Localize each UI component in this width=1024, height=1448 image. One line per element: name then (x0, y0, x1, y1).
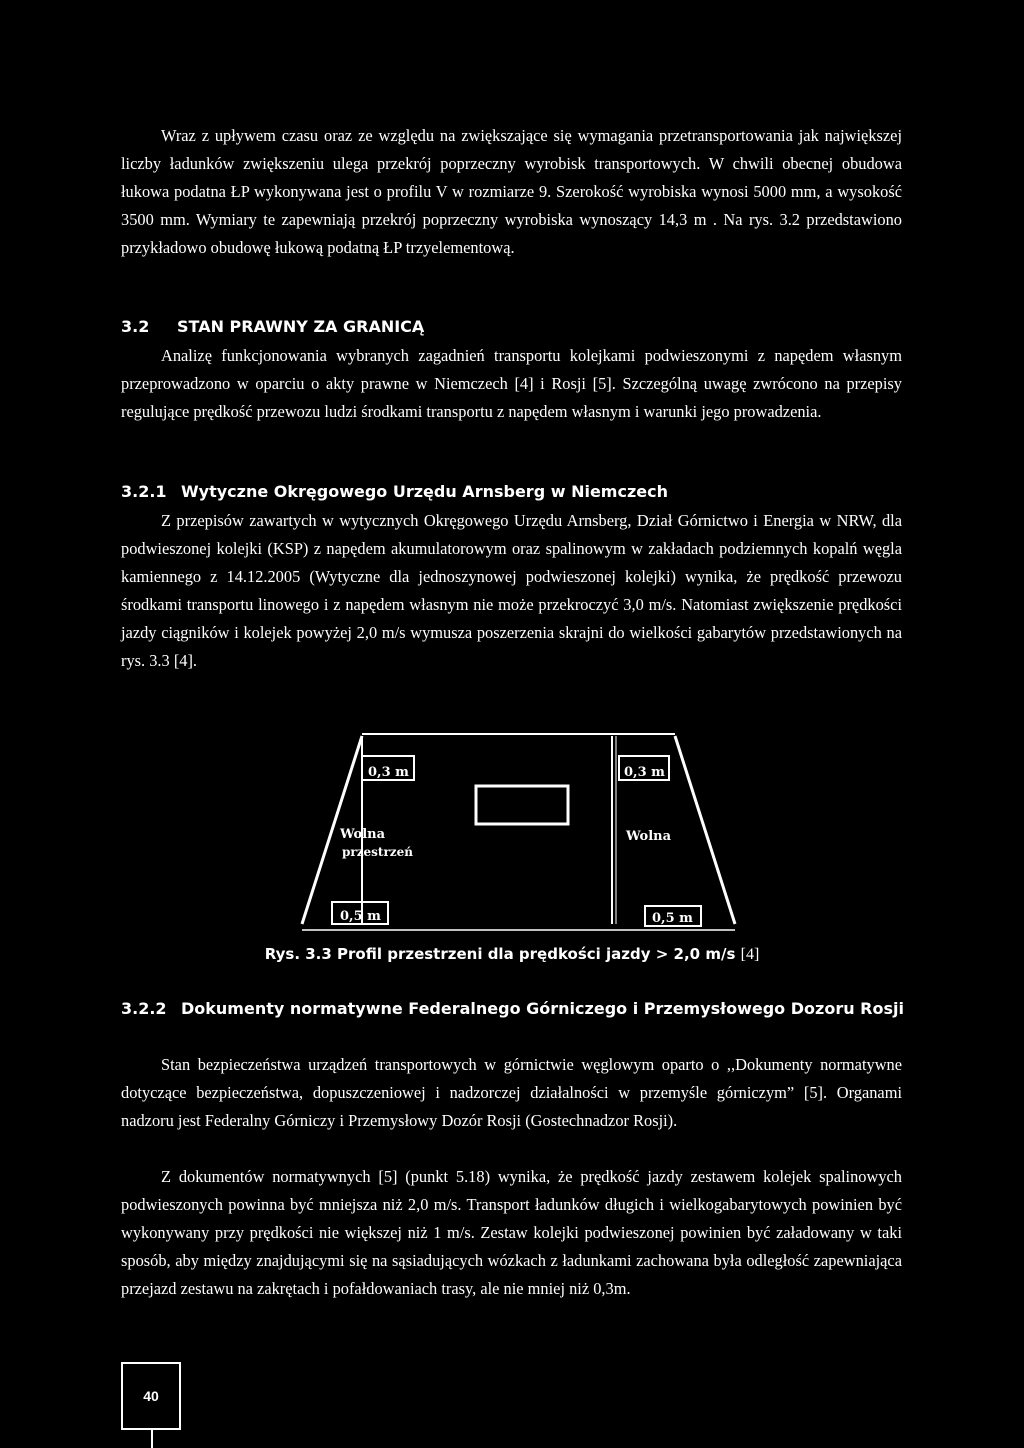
section-3-2-2-paragraph-2: Z dokumentów normatywnych [5] (punkt 5.18) wynika, że prędkość jazdy zestawem kolejek spalinowych podwieszonych powinna być mniejsza niż 2,0 m/s. Transport ładunków długich i wielkogabarytowych powinien być wykonywany przy prędkości nie większej niż 1 m/s. Zestaw kolejki podwieszonej powinien być załadowany w taki sposób, aby między znajdującymi się na sąsiadujących wózkach z ładunkami zachowana była odległość zapewniająca przejazd zestawu na zakrętach i pofałdowaniach trasy, ale nie mniej niż 0,3m. (121, 1167, 902, 1298)
section-number: 3.2.2 (121, 999, 167, 1018)
label-top-right: 0,3 m (624, 765, 665, 780)
label-free-space-left-2: przestrzeń (342, 845, 413, 859)
section-number: 3.2.1 (121, 482, 167, 501)
section-3-2-1-paragraph: Z przepisów zawartych w wytycznych Okręgowego Urzędu Arnsberg, Dział Górnictwo i Energia w NRW, dla podwieszonej kolejki (KSP) z napędem akumulatorowym oraz spalinowym w zakładach podziemnych kopalń węgla kamiennego z 14.12.2005 (Wytyczne dla jednoszynowej podwieszonej kolejki) wynika, że prędkość przewozu środkami transportu linowego i z napędem własnym nie może przekroczyć 3,0 m/s. Natomiast zwiększenie prędkości jazdy ciągników i kolejek powyżej 2,0 m/s wymusza poszerzenia skrajni do wielkości gabarytów przedstawionych na rys. 3.3 [4]. (121, 511, 902, 670)
label-bottom-right: 0,5 m (652, 911, 693, 926)
section-title: Dokumenty normatywne Federalnego Górniczego i Przemysłowego Dozoru Rosji (181, 999, 904, 1018)
section-title: STAN PRAWNY ZA GRANICĄ (177, 317, 425, 336)
caption-text: Rys. 3.3 Profil przestrzeni dla prędkości jazdy > 2,0 m/s (264, 945, 736, 963)
section-title: Wytyczne Okręgowego Urzędu Arnsberg w Niemczech (181, 482, 668, 501)
label-free-space-right: Wolna (626, 829, 672, 844)
section-3-2-2-paragraph-1: Stan bezpieczeństwa urządzeń transportowych w górnictwie węglowym oparto o ,,Dokumenty normatywne dotyczące bezpieczeństwa, dopuszczeniowej i nadzorczej działalności w przemyśle górniczym” [5]. Organami nadzoru jest Federalny Górniczy i Przemysłowy Dozór Rosji (Gostechnadzor Rosji). (121, 1055, 902, 1130)
label-bottom-left: 0,5 m (340, 909, 381, 924)
page-number-line (151, 1430, 153, 1448)
section-3-2-paragraph: Analizę funkcjonowania wybranych zagadnień transportu kolejkami podwieszonymi z napędem własnym przeprowadzono w oparciu o akty prawne w Niemczech [4] i Rosji [5]. Szczególną uwagę zwrócono na przepisy regulujące prędkość przewozu ludzi środkami transportu z napędem własnym i warunki jego prowadzenia. (121, 346, 902, 421)
label-top-left: 0,3 m (368, 765, 409, 780)
label-free-space-left-1: Wolna (340, 827, 386, 842)
figure-caption (0, 942, 1024, 967)
intro-paragraph: Wraz z upływem czasu oraz ze względu na zwiększające się wymagania przetransportowania jak największej liczby ładunków zwiększeniu ulega przekrój poprzeczny wyrobisk transportowych. W chwili obecnej obudowa łukowa podatna ŁP wykonywana jest o profilu V w rozmiarze 9. Szerokość wyrobiska wynosi 5000 mm, a wysokość 3500 mm. Wymiary te zapewniają przekrój poprzeczny wyrobiska wynoszący 14,3 m . Na rys. 3.2 przedstawiono przykładowo obudowę łukową podatną ŁP trzyelementową. (121, 126, 902, 257)
center-rect (476, 786, 568, 824)
section-number: 3.2 (121, 317, 150, 336)
page-number: 40 (121, 1362, 181, 1430)
section-heading-3-2-1 (121, 478, 911, 506)
section-heading-3-2 (121, 313, 911, 341)
section-heading-3-2-2 (121, 995, 911, 1023)
right-wall (675, 736, 735, 924)
clearance-profile-figure (280, 726, 770, 936)
caption-reference: [4] (740, 946, 760, 963)
